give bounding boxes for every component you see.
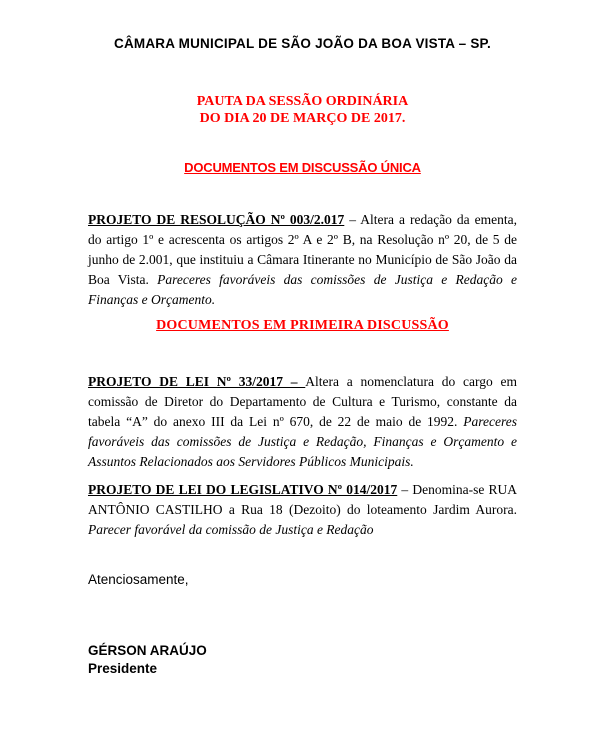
paragraph-opinion: Pareceres favoráveis das comissões de Justiça e Redação, Finanças e Orçamento e Assuntos Relacionados aos Servidores Públicos Municipais. <box>88 414 517 469</box>
paragraph-opinion: Parecer favorável da comissão de Justiça e Redação <box>88 522 374 537</box>
paragraph-body: Altera a redação da ementa, do artigo 1º e acrescenta os artigos 2º A e 2º B, na Resolução nº 20, de 5 de junho de 2.001, que instituiu a Câmara Itinerante no Município de São João da Boa Vista. <box>88 212 517 287</box>
paragraph-title: PROJETO DE RESOLUÇÃO Nº 003/2.017 <box>88 212 345 227</box>
paragraph-projeto-lei-legislativo-014 <box>88 480 517 540</box>
paragraph-body: Altera a nomenclatura do cargo em comissão de Diretor do Departamento de Cultura e Turismo, constante da tabela “A” do anexo III da Lei nº 670, de 22 de maio de 1992. <box>88 374 518 429</box>
session-title-line1: PAUTA DA SESSÃO ORDINÁRIA <box>196 94 409 109</box>
paragraph-opinion: Pareceres favoráveis das comissões de Justiça e Redação e Finanças e Orçamento. <box>88 272 517 307</box>
document-content <box>88 36 517 678</box>
paragraph-separator: – <box>344 212 361 227</box>
page-title: CÂMARA MUNICIPAL DE SÃO JOÃO DA BOA VISTA – SP. <box>114 36 491 51</box>
paragraph-body: Denomina-se RUA ANTÔNIO CASTILHO a Rua 18 (Dezoito) do loteamento Jardim Aurora. <box>88 482 518 517</box>
section-heading-discussao-unica: DOCUMENTOS EM DISCUSSÃO ÚNICA <box>184 160 421 175</box>
paragraph-separator: – <box>397 482 413 497</box>
session-title-line2: DO DIA 20 DE MARÇO DE 2017. <box>199 111 406 126</box>
paragraph-title: PROJETO DE LEI DO LEGISLATIVO Nº 014/2017 <box>88 482 398 497</box>
paragraph-title: PROJETO DE LEI Nº 33/2017 – <box>88 374 306 389</box>
paragraph-projeto-resolucao-003 <box>88 210 517 310</box>
session-title <box>88 93 517 127</box>
signature-block <box>88 642 517 678</box>
signer-role: Presidente <box>88 661 158 676</box>
paragraph-projeto-lei-33 <box>88 372 517 472</box>
section-heading-primeira-discussao: DOCUMENTOS EM PRIMEIRA DISCUSSÃO <box>156 318 449 333</box>
salutation: Atenciosamente, <box>88 572 189 587</box>
signer-name: GÉRSON ARAÚJO <box>88 643 207 658</box>
